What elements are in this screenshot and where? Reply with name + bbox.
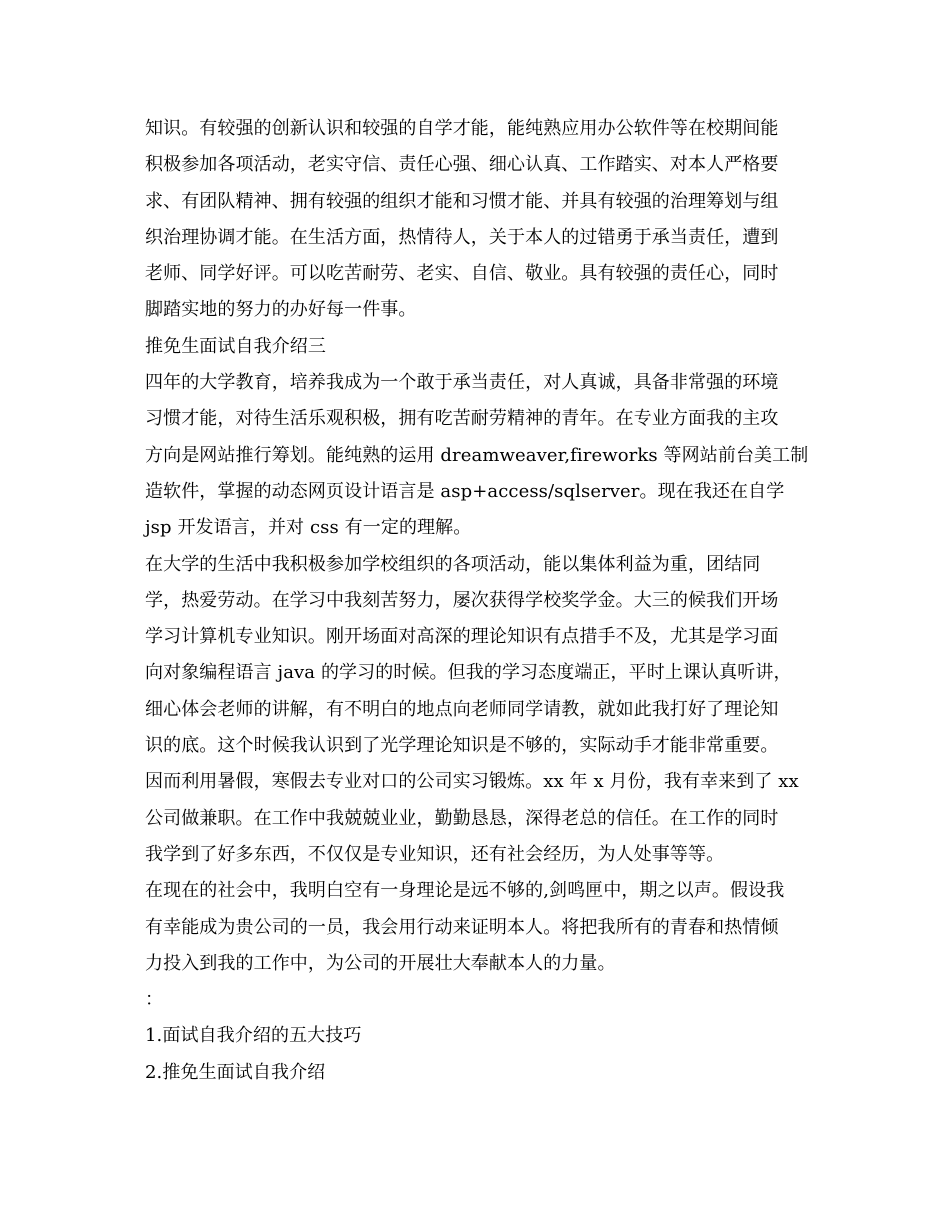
text-line: 在大学的生活中我积极参加学校组织的各项活动，能以集体利益为重，团结同 [145,553,761,575]
text-line: 公司做兼职。在工作中我兢兢业业，勤勤恳恳，深得老总的信任。在工作的同时 [145,807,779,829]
text-line: jsp 开发语言，并对 css 有一定的理解。 [145,517,472,539]
text-line: 脚踏实地的努力的办好每一件事。 [145,299,417,321]
text-line: 造软件，掌握的动态网页设计语言是 asp+access/sqlserver。现在我还在自学 [145,480,785,502]
text-line: 知识。有较强的创新认识和较强的自学才能，能纯熟应用办公软件等在校期间能 [145,118,779,139]
paragraph-2 [145,365,809,546]
text-line: 学，热爱劳动。在学习中我刻苦努力，屡次获得学校奖学金。大三的候我们开场 [145,589,779,611]
paragraph-3 [145,547,805,874]
text-line: 有幸能成为贵公司的一员，我会用行动来证明本人。将把我所有的青春和热情倾 [145,916,779,938]
related-item: 1.面试自我介绍的五大技巧 [145,1025,362,1047]
related-item: 2.推免生面试自我介绍 [145,1061,326,1083]
text-line: 积极参加各项活动，老实守信、责任心强、细心认真、工作踏实、对本人严格要 [145,154,779,176]
paragraph-1 [145,111,805,329]
paragraph-4 [145,873,805,982]
text-line: 方向是网站推行筹划。能纯熟的运用 dreamweaver,fireworks 等网站前台美工制 [145,444,809,466]
text-line: 习惯才能，对待生活乐观积极，拥有吃苦耐劳精神的青年。在专业方面我的主攻 [145,408,779,430]
text-line: 求、有团队精神、拥有较强的组织才能和习惯才能、并具有较强的治理筹划与组 [145,190,779,212]
text-line: 四年的大学教育，培养我成为一个敢于承当责任，对人真诚，具备非常强的环境 [145,372,779,394]
document-page [145,111,809,1091]
colon-line: ： [145,989,164,1011]
text-line: 学习计算机专业知识。刚开场面对高深的理论知识有点措手不及，尤其是学习面 [145,626,779,648]
text-line: 向对象编程语言 java 的学习的时候。但我的学习态度端正，平时上课认真听讲， [145,662,792,684]
section-heading: 推免生面试自我介绍三 [145,335,326,357]
text-line: 织治理协调才能。在生活方面，热情待人，关于本人的过错勇于承当责任，遭到 [145,226,779,248]
text-line: 老师、同学好评。可以吃苦耐劳、老实、自信、敬业。具有较强的责任心，同时 [145,263,779,285]
text-line: 在现在的社会中，我明白空有一身理论是远不够的,剑鸣匣中，期之以声。假设我 [145,880,785,902]
text-line: 细心体会老师的讲解，有不明白的地点向老师同学请教，就如此我打好了理论知 [145,698,779,720]
related-list [145,1018,805,1091]
text-line: 识的底。这个时候我认识到了光学理论知识是不够的，实际动手才能非常重要。 [145,735,779,757]
text-line: 我学到了好多东西，不仅仅是专业知识，还有社会经历，为人处事等等。 [145,843,725,865]
text-line: 力投入到我的工作中，为公司的开展壮大奉献本人的力量。 [145,952,616,974]
text-line: 因而利用暑假，寒假去专业对口的公司实习锻炼。xx 年 x 月份，我有幸来到了 xx [145,771,799,793]
